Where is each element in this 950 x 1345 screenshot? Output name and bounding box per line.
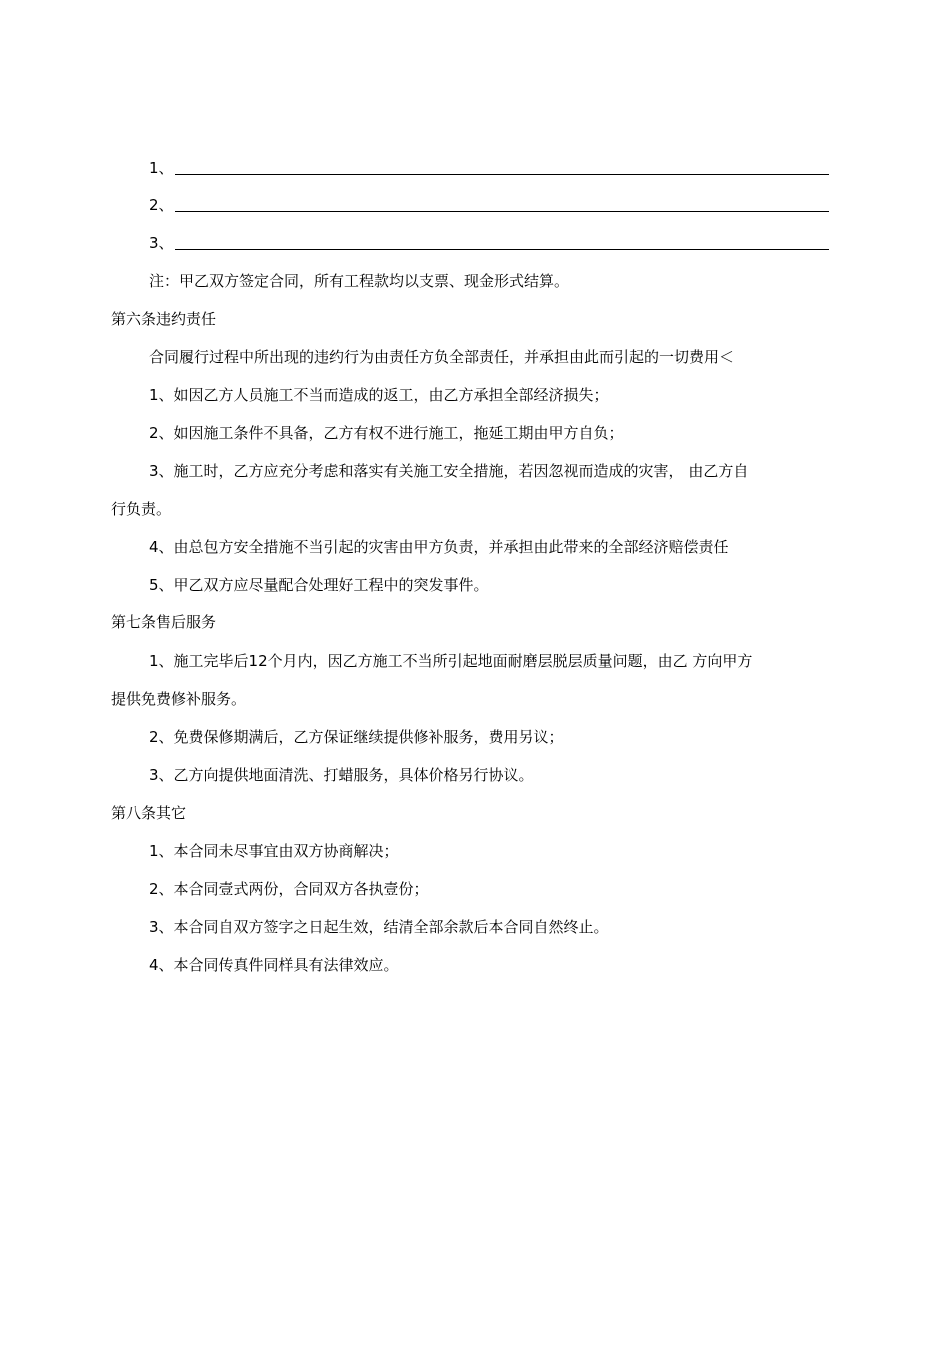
blank-item-2 xyxy=(149,195,829,215)
section-7-item: 2、免费保修期满后，乙方保证继续提供修补服务，费用另议； xyxy=(149,728,564,746)
section-6-item: 1、如因乙方人员施工不当而造成的返工，由乙方承担全部经济损失； xyxy=(149,386,609,404)
section-8-title: 第八条其它 xyxy=(111,804,187,822)
section-6-item: 2、如因施工条件不具备，乙方有权不进行施工，拖延工期由甲方自负； xyxy=(149,424,624,442)
section-6-item: 5、甲乙双方应尽量配合处理好工程中的突发事件。 xyxy=(149,576,489,594)
section-7-item: 3、乙方向提供地面清洗、打蜡服务，具体价格另行协议。 xyxy=(149,766,534,784)
section-6-item: 4、由总包方安全措施不当引起的灾害由甲方负责，并承担由此带来的全部经济赔偿责任 xyxy=(149,538,729,556)
section-6-item-continuation: 行负责。 xyxy=(111,500,172,518)
section-8-item: 4、本合同传真件同样具有法律效应。 xyxy=(149,956,399,974)
section-7-title: 第七条售后服务 xyxy=(111,613,217,631)
fill-in-line xyxy=(175,174,829,175)
section-8-item: 1、本合同未尽事宜由双方协商解决； xyxy=(149,842,399,860)
blank-item-number: 1、 xyxy=(149,159,174,177)
section-6-title: 第六条违约责任 xyxy=(111,310,217,328)
blank-item-number: 3、 xyxy=(149,234,174,252)
blank-item-1 xyxy=(149,158,829,178)
fill-in-line xyxy=(175,211,829,212)
blank-item-3 xyxy=(149,233,829,253)
section-6-item: 3、施工时，乙方应充分考虑和落实有关施工安全措施，若因忽视而造成的灾害， 由乙方自 xyxy=(149,462,749,480)
payment-note: 注：甲乙双方签定合同，所有工程款均以支票、现金形式结算。 xyxy=(149,272,570,290)
blank-item-number: 2、 xyxy=(149,196,174,214)
fill-in-line xyxy=(175,249,829,250)
section-8-item: 3、本合同自双方签字之日起生效，结清全部余款后本合同自然终止。 xyxy=(149,918,609,936)
section-7-item-continuation: 提供免费修补服务。 xyxy=(111,690,247,708)
section-8-item: 2、本合同壹式两份，合同双方各执壹份； xyxy=(149,880,429,898)
section-7-item: 1、施工完毕后12个月内，因乙方施工不当所引起地面耐磨层脱层质量问题，由乙 方向甲方 xyxy=(149,652,753,670)
section-6-intro: 合同履行过程中所出现的违约行为由责任方负全部责任，并承担由此而引起的一切费用＜ xyxy=(149,348,735,366)
